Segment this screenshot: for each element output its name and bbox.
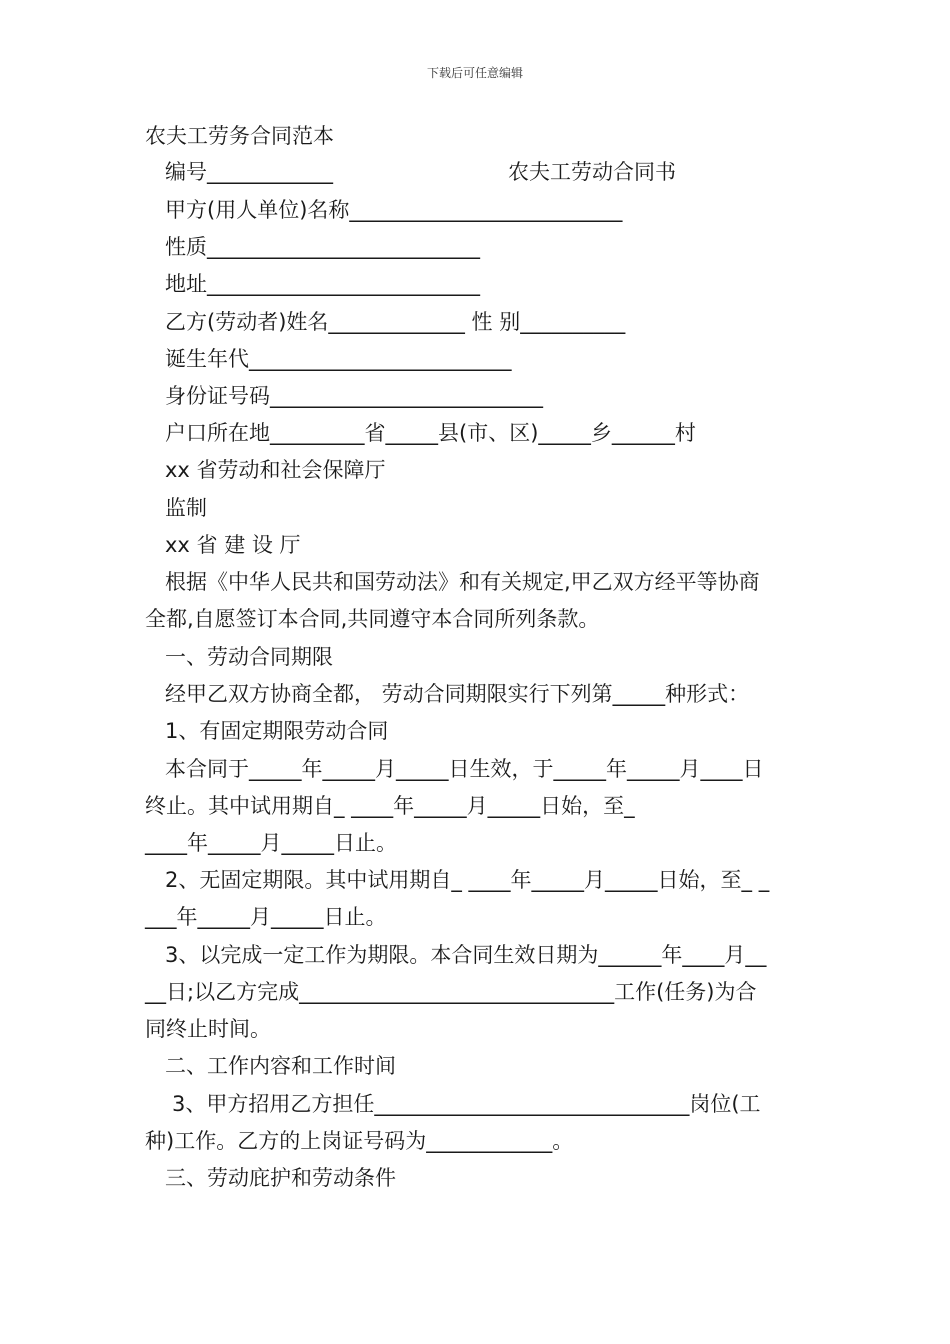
item-fixed-term: 1、有固定期限劳动合同 [165, 719, 389, 743]
paragraph-preamble-1: 根据《中华人民共和国劳动法》和有关规定,甲乙双方经平等协商 [165, 570, 760, 594]
item-open-term-line-1: 2、无固定期限。其中试用期自_ ____年_____月_____日始，至_ _ [165, 868, 770, 892]
document-title: 农夫工劳务合同范本 [145, 124, 334, 148]
contract-book-title: 农夫工劳动合同书 [508, 160, 676, 184]
line-nature: 性质__________________________ [165, 235, 480, 259]
section-heading-protection: 三、劳动庇护和劳动条件 [165, 1166, 396, 1190]
line-employer-name: 甲方(用人单位)名称__________________________ [165, 198, 623, 222]
item-open-term-line-2: ___年_____月_____日止。 [145, 905, 387, 929]
line-employee-name: 乙方(劳动者)姓名_____________ 性 别__________ [165, 310, 626, 334]
item-fixed-term-line-1: 本合同于_____年_____月_____日生效，于_____年_____月____日 [165, 757, 764, 781]
line-address: 地址__________________________ [165, 272, 480, 296]
line-bianhao: 编号____________ [165, 160, 333, 184]
item-fixed-term-line-2: 终止。其中试用期自_ ____年_____月_____日始，至_ [145, 794, 635, 818]
line-id-number: 身份证号码__________________________ [165, 384, 543, 408]
item-position-line-2: 种)工作。乙方的上岗证号码为____________。 [145, 1129, 574, 1153]
line-residence: 户口所在地_________省_____县(市、区)_____乡______村 [165, 421, 696, 445]
item-fixed-term-line-3: ____年_____月_____日止。 [145, 831, 397, 855]
item-task-term-line-2: __日;以乙方完成______________________________工作(任务)为合 [145, 980, 757, 1004]
section-heading-work: 二、工作内容和工作时间 [165, 1054, 396, 1078]
page-header: 下载后可任意编辑 [426, 66, 523, 80]
line-issuer-labor: xx 省劳动和社会保障厅 [165, 458, 386, 482]
paragraph-preamble-2: 全都,自愿签订本合同,共同遵守本合同所列条款。 [145, 607, 600, 631]
item-position-line-1: 3、甲方招用乙方担任______________________________岗位(工 [172, 1092, 761, 1116]
paragraph-term-form: 经甲乙双方协商全都， 劳动合同期限实行下列第_____种形式： [165, 682, 750, 706]
line-birth: 诞生年代_________________________ [165, 347, 512, 371]
item-task-term-line-3: 同终止时间。 [145, 1017, 271, 1041]
line-supervision: 监制 [165, 496, 207, 520]
item-task-term-line-1: 3、以完成一定工作为期限。本合同生效日期为______年____月__ [165, 943, 767, 967]
line-issuer-construction: xx 省 建 设 厅 [165, 533, 301, 557]
section-heading-term: 一、劳动合同期限 [165, 645, 333, 669]
